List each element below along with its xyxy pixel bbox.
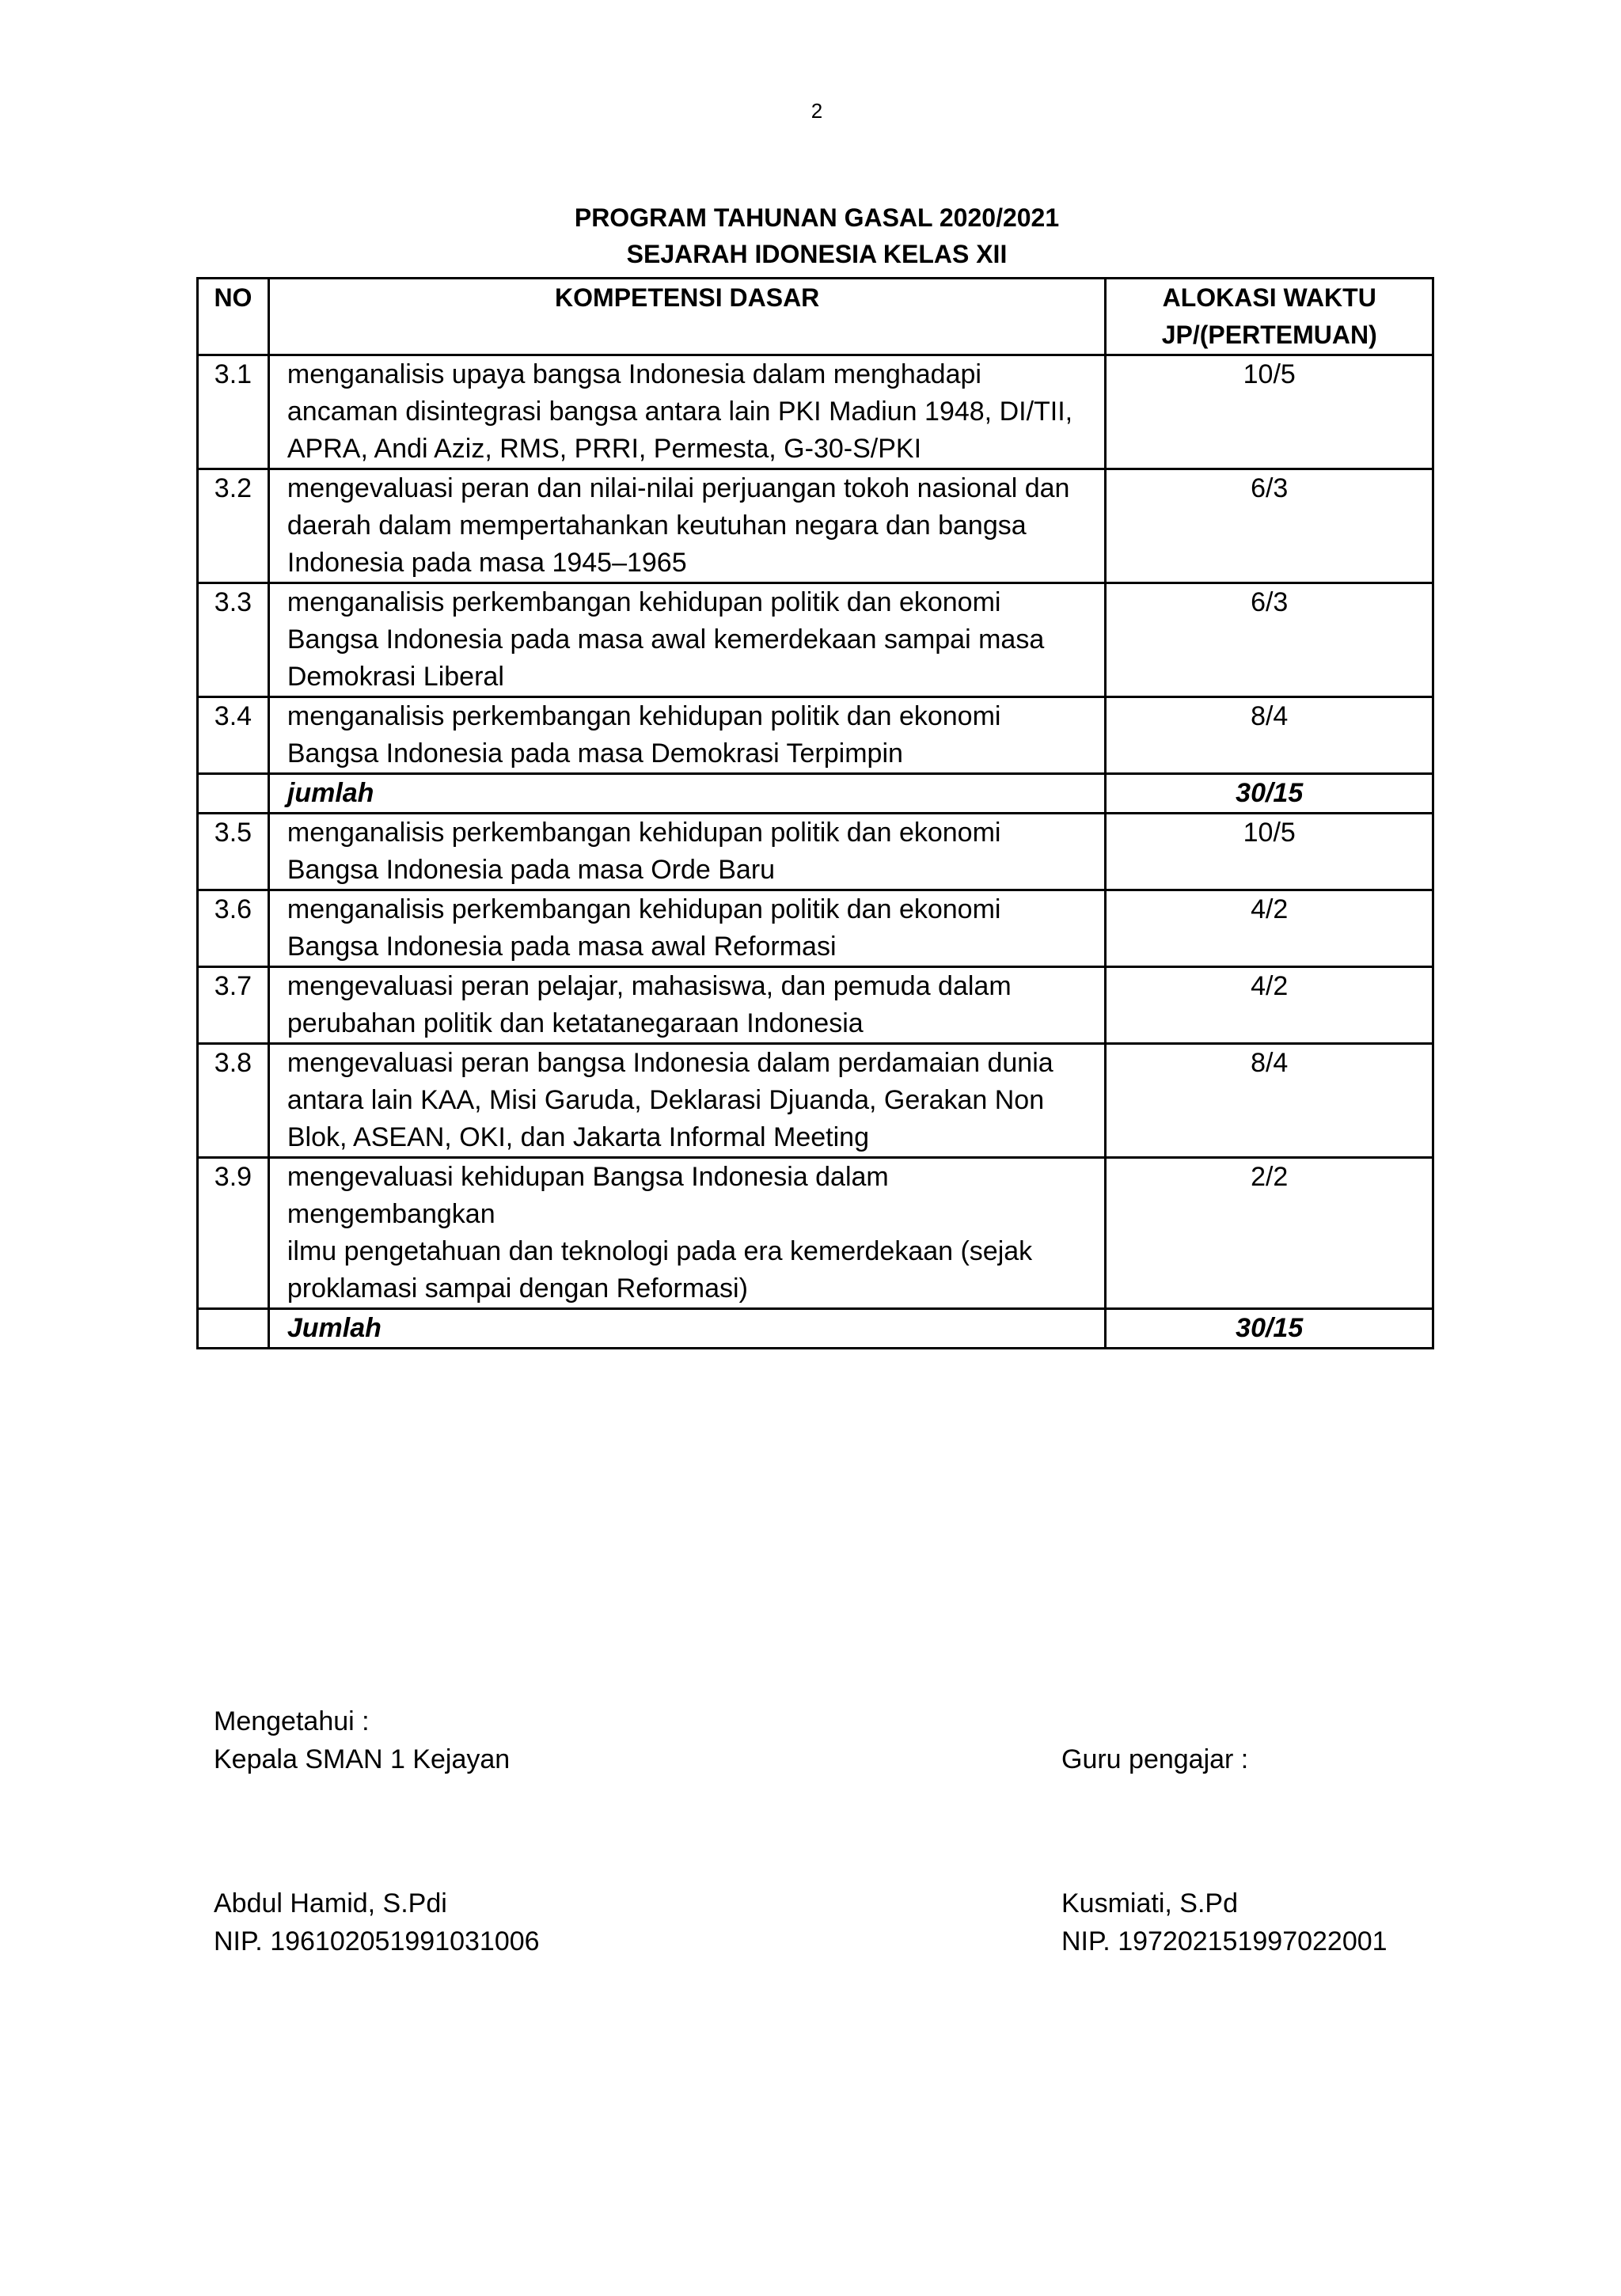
cell-alokasi-waktu: 8/4: [1106, 697, 1433, 774]
table-header-row: [198, 279, 1433, 355]
principal-name: Abdul Hamid, S.Pdi: [214, 1888, 447, 1918]
principal-title: Kepala SMAN 1 Kejayan: [214, 1744, 511, 1774]
header-alokasi-line1: ALOKASI WAKTU: [1162, 283, 1376, 312]
kd-text-line: Bangsa Indonesia pada masa awal kemerdekaan sampai masa: [287, 624, 1045, 655]
cell-alokasi-waktu: 10/5: [1106, 814, 1433, 890]
cell-no: 3.3: [198, 583, 269, 697]
kd-text-line: Demokrasi Liberal: [287, 662, 504, 692]
kd-text-line: menganalisis upaya bangsa Indonesia dalam menghadapi: [287, 359, 981, 389]
teacher-nip: NIP. 197202151997022001: [1061, 1926, 1388, 1956]
kd-text-line: mengevaluasi peran pelajar, mahasiswa, dan pemuda dalam: [287, 971, 1012, 1001]
kd-text-line: mengembangkan: [287, 1199, 495, 1229]
kd-text-line: Jumlah: [287, 1313, 382, 1343]
cell-no: 3.7: [198, 967, 269, 1044]
cell-alokasi-waktu: 4/2: [1106, 890, 1433, 967]
cell-alokasi-waktu: 10/5: [1106, 355, 1433, 469]
kd-text-line: mengevaluasi kehidupan Bangsa Indonesia dalam: [287, 1162, 889, 1192]
kd-text-line: ilmu pengetahuan dan teknologi pada era kemerdekaan (sejak: [287, 1236, 1033, 1266]
kd-text-line: Bangsa Indonesia pada masa Demokrasi Terpimpin: [287, 738, 903, 768]
cell-kompetensi-dasar: [268, 814, 1106, 890]
cell-kompetensi-dasar: [268, 583, 1106, 697]
table-row: [198, 355, 1433, 469]
kd-text-line: antara lain KAA, Misi Garuda, Deklarasi Djuanda, Gerakan Non: [287, 1085, 1045, 1115]
teacher-label: Guru pengajar :: [1061, 1744, 1249, 1774]
table-row: [198, 1044, 1433, 1158]
kd-text-line: menganalisis perkembangan kehidupan politik dan ekonomi: [287, 587, 1001, 617]
kd-text-line: APRA, Andi Aziz, RMS, PRRI, Permesta, G-30-S/PKI: [287, 434, 922, 464]
kd-text-line: Indonesia pada masa 1945–1965: [287, 548, 687, 578]
cell-kompetensi-dasar: [268, 1158, 1106, 1309]
cell-no: 3.5: [198, 814, 269, 890]
kd-text-line: Blok, ASEAN, OKI, dan Jakarta Informal Meeting: [287, 1122, 869, 1152]
principal-nip: NIP. 196102051991031006: [214, 1926, 540, 1956]
header-no: NO: [198, 279, 269, 355]
cell-no: 3.8: [198, 1044, 269, 1158]
acknowledged-label: Mengetahui :: [214, 1706, 370, 1736]
cell-kompetensi-dasar: [268, 355, 1106, 469]
cell-no: 3.4: [198, 697, 269, 774]
cell-kompetensi-dasar: [268, 469, 1106, 583]
cell-kompetensi-dasar: [268, 774, 1106, 814]
page-number: 2: [810, 99, 823, 123]
document-title: PROGRAM TAHUNAN GASAL 2020/2021: [574, 203, 1060, 232]
cell-alokasi-waktu: 30/15: [1106, 774, 1433, 814]
kd-text-line: jumlah: [287, 778, 374, 808]
header-kompetensi-dasar: KOMPETENSI DASAR: [268, 279, 1106, 355]
kd-text-line: mengevaluasi peran dan nilai-nilai perjuangan tokoh nasional dan: [287, 473, 1070, 503]
table-row: [198, 1158, 1433, 1309]
kd-text-line: mengevaluasi peran bangsa Indonesia dalam perdamaian dunia: [287, 1048, 1053, 1078]
document-subtitle: SEJARAH IDONESIA KELAS XII: [626, 240, 1008, 268]
cell-no: 3.9: [198, 1158, 269, 1309]
cell-no: 3.6: [198, 890, 269, 967]
program-table: [196, 277, 1434, 1349]
cell-alokasi-waktu: 4/2: [1106, 967, 1433, 1044]
kd-text-line: proklamasi sampai dengan Reformasi): [287, 1273, 748, 1304]
kd-text-line: daerah dalam mempertahankan keutuhan negara dan bangsa: [287, 510, 1027, 541]
table-sum-row: [198, 774, 1433, 814]
kd-text-line: Bangsa Indonesia pada masa awal Reformasi: [287, 932, 837, 962]
table-body: [198, 355, 1433, 1349]
cell-alokasi-waktu: 8/4: [1106, 1044, 1433, 1158]
cell-alokasi-waktu: 6/3: [1106, 583, 1433, 697]
table-row: [198, 583, 1433, 697]
cell-no: [198, 774, 269, 814]
kd-text-line: ancaman disintegrasi bangsa antara lain PKI Madiun 1948, DI/TII,: [287, 397, 1073, 427]
cell-alokasi-waktu: 2/2: [1106, 1158, 1433, 1309]
cell-kompetensi-dasar: [268, 890, 1106, 967]
teacher-name: Kusmiati, S.Pd: [1061, 1888, 1238, 1918]
cell-kompetensi-dasar: [268, 697, 1106, 774]
cell-no: 3.2: [198, 469, 269, 583]
header-alokasi-line2: JP/(PERTEMUAN): [1161, 321, 1377, 349]
cell-no: 3.1: [198, 355, 269, 469]
table-row: [198, 967, 1433, 1044]
header-alokasi-waktu: [1106, 279, 1433, 355]
table-row: [198, 697, 1433, 774]
cell-alokasi-waktu: 30/15: [1106, 1309, 1433, 1349]
table-row: [198, 469, 1433, 583]
kd-text-line: menganalisis perkembangan kehidupan politik dan ekonomi: [287, 818, 1001, 848]
cell-kompetensi-dasar: [268, 1044, 1106, 1158]
cell-kompetensi-dasar: [268, 967, 1106, 1044]
kd-text-line: Bangsa Indonesia pada masa Orde Baru: [287, 855, 776, 885]
cell-kompetensi-dasar: [268, 1309, 1106, 1349]
cell-no: [198, 1309, 269, 1349]
table-sum-row: [198, 1309, 1433, 1349]
kd-text-line: perubahan politik dan ketatanegaraan Indonesia: [287, 1008, 864, 1038]
table-row: [198, 890, 1433, 967]
kd-text-line: menganalisis perkembangan kehidupan politik dan ekonomi: [287, 701, 1001, 731]
kd-text-line: menganalisis perkembangan kehidupan politik dan ekonomi: [287, 894, 1001, 924]
table-row: [198, 814, 1433, 890]
cell-alokasi-waktu: 6/3: [1106, 469, 1433, 583]
